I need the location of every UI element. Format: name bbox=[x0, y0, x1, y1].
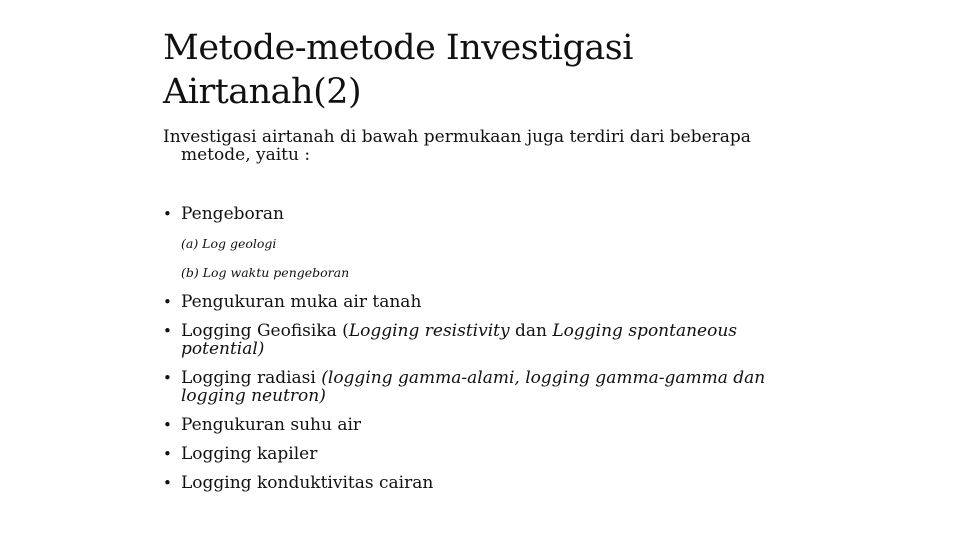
list-item-geofisika bbox=[163, 322, 803, 358]
geofisika-conj: dan bbox=[509, 321, 553, 341]
method-list bbox=[163, 205, 803, 492]
list-item-radiasi bbox=[163, 369, 803, 405]
list-item-konduktivitas bbox=[163, 474, 803, 492]
slide-title bbox=[163, 26, 883, 114]
list-item-label: Logging kapiler bbox=[181, 444, 318, 464]
radiasi-detail: (logging gamma-alami, logging gamma-gamma dan logging neutron) bbox=[181, 368, 766, 406]
geofisika-prefix: Logging Geofisika ( bbox=[181, 321, 349, 341]
radiasi-prefix: Logging radiasi bbox=[181, 368, 322, 388]
list-item-pengeboran bbox=[163, 205, 803, 280]
title-line-1: Metode-metode Investigasi bbox=[163, 28, 633, 68]
geofisika-term-2: Logging spontaneous potential) bbox=[181, 321, 738, 359]
sub-item-log-waktu: (b) Log waktu pengeboran bbox=[181, 265, 350, 280]
intro-text bbox=[163, 128, 803, 164]
intro-line-1: Investigasi airtanah di bawah permukaan juga terdiri dari beberapa bbox=[163, 127, 751, 147]
bullet-icon: • bbox=[163, 445, 172, 463]
bullet-icon: • bbox=[163, 205, 172, 223]
list-item-label: Logging konduktivitas cairan bbox=[181, 473, 434, 493]
geofisika-term-1: Logging resistivity bbox=[348, 321, 510, 341]
bullet-icon: • bbox=[163, 474, 172, 492]
bullet-icon: • bbox=[163, 369, 172, 387]
list-item-suhu bbox=[163, 416, 803, 434]
intro-line-2: metode, yaitu : bbox=[181, 145, 311, 165]
list-item-kapiler bbox=[163, 445, 803, 463]
bullet-icon: • bbox=[163, 416, 172, 434]
list-item-muka-air bbox=[163, 293, 803, 311]
list-item-label: Pengukuran muka air tanah bbox=[181, 292, 422, 312]
bullet-icon: • bbox=[163, 322, 172, 340]
title-line-2: Airtanah(2) bbox=[163, 72, 362, 112]
bullet-icon: • bbox=[163, 293, 172, 311]
sub-item-log-geologi: (a) Log geologi bbox=[181, 236, 277, 251]
list-item-label: Pengeboran bbox=[181, 204, 284, 224]
list-item-label: Pengukuran suhu air bbox=[181, 415, 362, 435]
